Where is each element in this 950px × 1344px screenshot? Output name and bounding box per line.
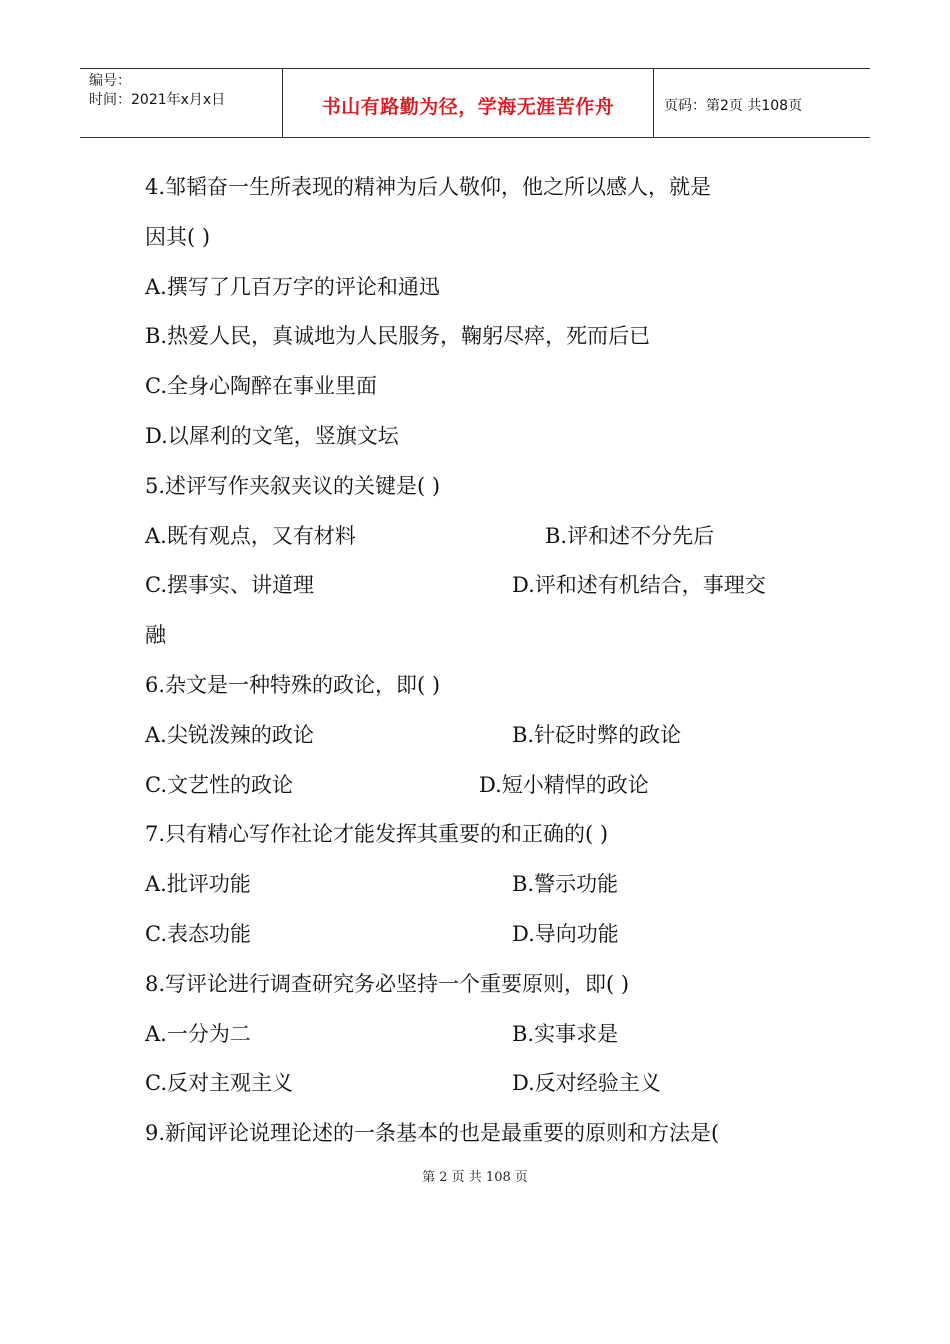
answer-option: A.批评功能 <box>145 872 251 897</box>
document-time-label: 时间：2021年x月x日 <box>89 92 226 108</box>
question-content <box>145 163 835 1159</box>
answer-option: D.短小精悍的政论 <box>479 772 649 797</box>
answer-option: D.导向功能 <box>512 921 619 946</box>
answer-option: C.表态功能 <box>145 921 251 946</box>
question-stem: 6.杂文是一种特殊的政论，即( ) <box>145 672 441 697</box>
answer-option: C.文艺性的政论 <box>145 772 293 797</box>
header-page-info-cell <box>654 71 870 139</box>
answer-option: B.针砭时弊的政论 <box>512 722 682 747</box>
document-number-label: 编号： <box>89 73 131 89</box>
question-stem: 9.新闻评论说理论述的一条基本的也是最重要的原则和方法是( <box>145 1121 720 1146</box>
answer-option: C.摆事实、讲道理 <box>145 573 314 598</box>
option-row <box>145 1059 835 1109</box>
header-motto: 书山有路勤为径，学海无涯苦作舟 <box>321 95 615 118</box>
question-stem: 因其( ) <box>145 224 211 249</box>
answer-option: B.实事求是 <box>512 1021 619 1046</box>
option-row <box>145 860 835 910</box>
answer-option: B.评和述不分先后 <box>545 523 715 548</box>
page-footer: 第 2 页 共 108 页 <box>422 1170 528 1185</box>
question-stem: 5.述评写作夹叙夹议的关键是( ) <box>145 473 441 498</box>
answer-option: A.尖锐泼辣的政论 <box>145 722 314 747</box>
page-header <box>80 68 870 138</box>
option-row <box>145 910 835 960</box>
answer-option: D.反对经验主义 <box>512 1071 661 1096</box>
question-stem: 7.只有精心写作社论才能发挥其重要的和正确的( ) <box>145 822 609 847</box>
header-motto-cell <box>282 69 654 137</box>
option-row <box>145 561 835 611</box>
answer-option-continuation: 融 <box>145 623 166 648</box>
answer-option: C.反对主观主义 <box>145 1071 293 1096</box>
answer-option: A.撰写了几百万字的评论和通迅 <box>145 274 440 299</box>
answer-option: D.以犀利的文笔，竖旗文坛 <box>145 423 399 448</box>
option-row <box>145 711 835 761</box>
answer-option: B.警示功能 <box>512 872 619 897</box>
answer-option: A.既有观点，又有材料 <box>145 523 356 548</box>
answer-option: B.热爱人民，真诚地为人民服务，鞠躬尽瘁，死而后已 <box>145 324 651 349</box>
header-page-info: 页码：第2页 共108页 <box>664 98 803 114</box>
answer-option: D.评和述有机结合，事理交 <box>512 573 766 598</box>
option-row <box>145 761 835 811</box>
option-row <box>145 1010 835 1060</box>
question-stem: 8.写评论进行调查研究务必坚持一个重要原则，即( ) <box>145 971 630 996</box>
header-meta <box>80 69 282 137</box>
answer-option: C.全身心陶醉在事业里面 <box>145 374 377 399</box>
option-row <box>145 512 835 562</box>
answer-option: A.一分为二 <box>145 1021 251 1046</box>
question-stem: 4.邹韬奋一生所表现的精神为后人敬仰，他之所以感人，就是 <box>145 175 712 199</box>
